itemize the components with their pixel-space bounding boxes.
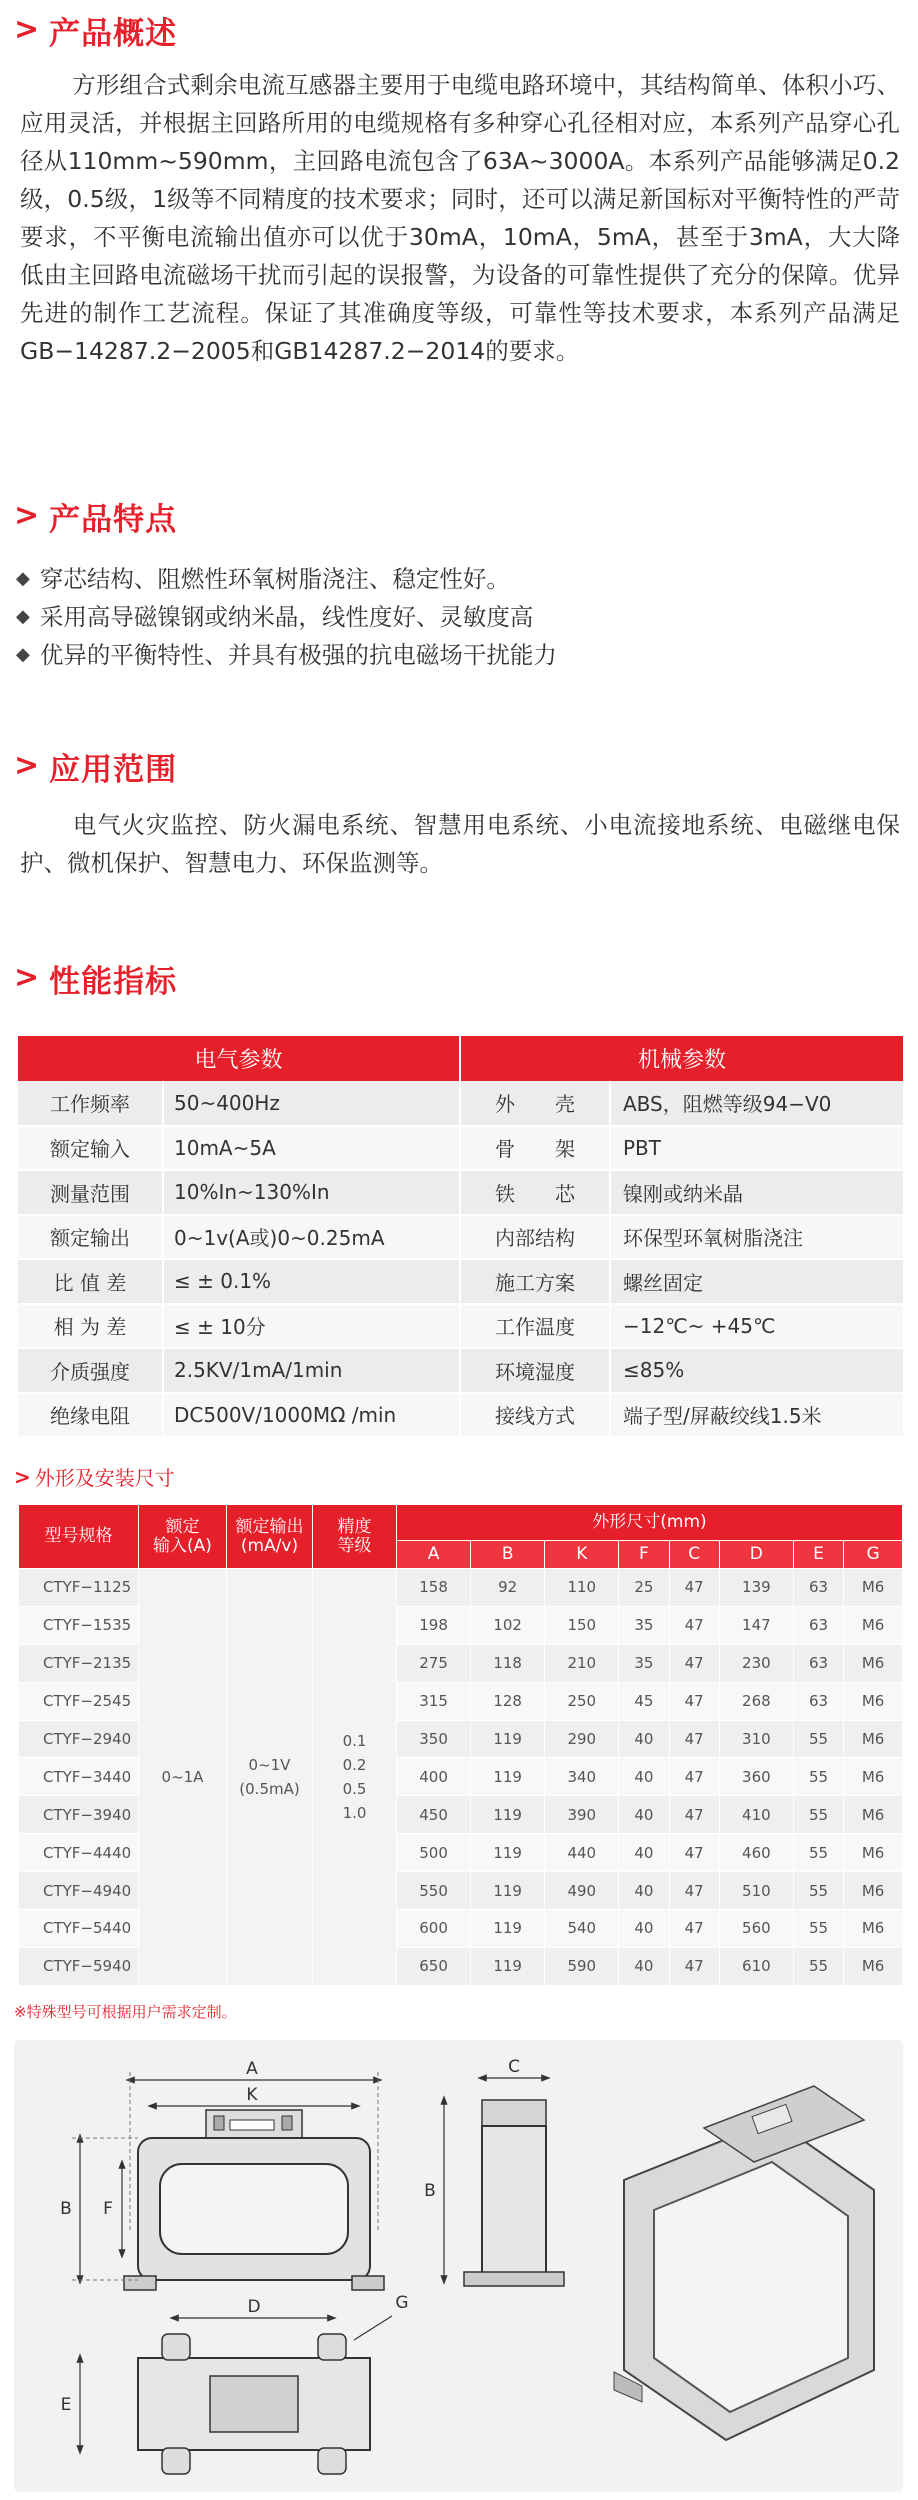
dim-cell: 25 [619,1569,669,1607]
list-item: ◆ 采用高导磁镍钢或纳米晶，线性度好、灵敏度高 [16,598,557,636]
dim-label-F: F [103,2199,113,2219]
dim-cell: 47 [669,1834,719,1872]
dim-cell: 55 [793,1872,843,1910]
dim-cell: 40 [619,1910,669,1948]
dimensions-subtitle: > 外形及安装尺寸 [14,1464,175,1490]
param-name: 额定输入 [18,1126,163,1171]
dimension-drawing-svg [14,2040,903,2492]
dim-cell: 35 [619,1644,669,1682]
dim-cell: 55 [793,1720,843,1758]
dim-cell: M6 [844,1796,903,1834]
model-cell: CTYF−5940 [19,1947,139,1985]
dim-cell: 40 [619,1796,669,1834]
diamond-bullet-icon: ◆ [16,644,30,665]
dim-cell: 510 [719,1872,793,1910]
dim-cell: 268 [719,1682,793,1720]
list-item: ◆ 优异的平衡特性、并具有极强的抗电磁场干扰能力 [16,636,557,674]
dim-cell: 315 [397,1682,471,1720]
param-value: ≤85% [610,1348,903,1393]
param-name: 工作温度 [460,1304,610,1349]
dim-cell: 158 [397,1569,471,1607]
param-name: 内部结构 [460,1215,610,1260]
param-value: 环保型环氧树脂浇注 [610,1215,903,1260]
rated-input-cell: 0~1A [139,1569,227,1986]
dim-cell: 119 [471,1720,545,1758]
dim-cell: 119 [471,1796,545,1834]
dim-cell: 47 [669,1796,719,1834]
dim-cell: 147 [719,1606,793,1644]
dim-cell: 119 [471,1947,545,1985]
dim-cell: 40 [619,1720,669,1758]
param-value: PBT [610,1126,903,1171]
dim-cell: 590 [545,1947,619,1985]
dim-cell: 92 [471,1569,545,1607]
param-name: 介质强度 [18,1348,163,1393]
dim-cell: 460 [719,1834,793,1872]
chevron-right-icon: > [14,1464,31,1489]
chevron-right-icon: > [14,748,40,783]
dim-cell: 110 [545,1569,619,1607]
dim-cell: 55 [793,1834,843,1872]
dim-cell: 410 [719,1796,793,1834]
table-row [18,1215,903,1260]
isometric-view [614,2086,874,2440]
dim-col-header: D [719,1541,793,1569]
section-application-title: > 应用范围 [14,748,178,788]
table-row [18,1393,903,1438]
dim-cell: 198 [397,1606,471,1644]
dim-cell: 560 [719,1910,793,1948]
electrical-params-header: 电气参数 [18,1036,460,1081]
param-name: 外 壳 [460,1081,610,1126]
table-row [18,1259,903,1304]
dim-cell: M6 [844,1872,903,1910]
param-value: ≤ ± 0.1% [163,1259,460,1304]
dim-cell: 47 [669,1644,719,1682]
dim-cell: 250 [545,1682,619,1720]
param-value: 镍刚或纳米晶 [610,1170,903,1215]
dim-col-header: A [397,1541,471,1569]
dim-cell: M6 [844,1644,903,1682]
dim-cell: 40 [619,1947,669,1985]
bottom-view [61,2293,409,2474]
dim-cell: 47 [669,1872,719,1910]
param-name: 额定输出 [18,1215,163,1260]
dim-cell: 55 [793,1758,843,1796]
dim-cell: 47 [669,1606,719,1644]
param-name: 测量范围 [18,1170,163,1215]
dim-label-B-side: B [424,2181,436,2201]
front-view [60,2059,384,2290]
dim-label-E: E [60,2395,72,2415]
dim-col-header: K [545,1541,619,1569]
dim-cell: 40 [619,1834,669,1872]
application-paragraph: 电气火灾监控、防火漏电系统、智慧用电系统、小电流接地系统、电磁继电保护、微机保护、智慧电力、环保监测等。 [20,811,900,877]
param-value: 50~400Hz [163,1081,460,1126]
dim-cell: 63 [793,1682,843,1720]
mechanical-params-header: 机械参数 [460,1036,903,1081]
model-cell: CTYF−2940 [19,1720,139,1758]
dim-cell: M6 [844,1606,903,1644]
model-cell: CTYF−2545 [19,1682,139,1720]
section-performance-title: > 性能指标 [14,960,178,1000]
performance-table [18,1036,903,1438]
dim-cell: 600 [397,1910,471,1948]
dimensions-table [18,1504,903,1986]
dim-cell: 610 [719,1947,793,1985]
dim-label-A: A [246,2059,258,2079]
dim-label-D: D [247,2297,261,2317]
overview-paragraph: 方形组合式剩余电流互感器主要用于电缆电路环境中，其结构简单、体积小巧、应用灵活，并根据主回路所用的电缆规格有多种穿心孔径相对应，本系列产品穿心孔径从110mm~590mm，主回路电流包含了63A~3000A。本系列产品能够满足0.2级，0.5级，1级等不同精度的技术要求；同时，还可以满足新国标对平衡特性的严苛要求，不平衡电流输出值亦可以优于30mA，10mA，5mA，甚至于3mA，大大降低由主回路电流磁场干扰而引起的误报警，为设备的可靠性提供了充分的保障。优异先进的制作工艺流程。保证了其准确度等级，可靠性等技术要求，本系列产品满足GB−14287.2−2005和GB14287.2−2014的要求。 [20,71,900,365]
dim-cell: 150 [545,1606,619,1644]
param-name: 接线方式 [460,1393,610,1438]
param-value: 2.5KV/1mA/1min [163,1348,460,1393]
dim-cell: 340 [545,1758,619,1796]
dim-cell: 230 [719,1644,793,1682]
dim-cell: 119 [471,1872,545,1910]
param-value: −12℃~ +45℃ [610,1304,903,1349]
accuracy-value: 0.2 [342,1755,367,1774]
param-name: 绝缘电阻 [18,1393,163,1438]
dim-cell: 119 [471,1758,545,1796]
model-cell: CTYF−5440 [19,1910,139,1948]
param-value: 0~1v(A或)0~0.25mA [163,1215,460,1260]
dim-cell: 290 [545,1720,619,1758]
dim-cell: M6 [844,1910,903,1948]
dim-cell: M6 [844,1834,903,1872]
model-cell: CTYF−1535 [19,1606,139,1644]
param-name: 环境湿度 [460,1348,610,1393]
table-row [18,1081,903,1126]
dim-label-G: G [395,2293,409,2313]
dim-cell: 47 [669,1947,719,1985]
dim-cell: M6 [844,1758,903,1796]
section-features-title: > 产品特点 [14,498,178,538]
param-value: DC500V/1000MΩ /min [163,1393,460,1438]
dim-cell: 63 [793,1644,843,1682]
dim-cell: 63 [793,1569,843,1607]
dim-cell: 119 [471,1910,545,1948]
param-value: ABS，阻燃等级94−V0 [610,1081,903,1126]
param-value: 端子型/屏蔽绞线1.5米 [610,1393,903,1438]
dim-cell: 310 [719,1720,793,1758]
model-cell: CTYF−3440 [19,1758,139,1796]
chevron-right-icon: > [14,12,40,47]
table-row [18,1348,903,1393]
rated-output-header: 额定输出 (mA/v) [227,1505,313,1569]
dim-col-header: B [471,1541,545,1569]
dim-cell: 210 [545,1644,619,1682]
param-value: 螺丝固定 [610,1259,903,1304]
dim-cell: 102 [471,1606,545,1644]
dim-cell: 275 [397,1644,471,1682]
param-value: 10mA~5A [163,1126,460,1171]
dim-cell: 490 [545,1872,619,1910]
dim-cell: 55 [793,1910,843,1948]
dim-cell: 45 [619,1682,669,1720]
accuracy-header: 精度 等级 [313,1505,397,1569]
section-overview-title: > 产品概述 [14,12,178,52]
diamond-bullet-icon: ◆ [16,568,30,589]
dim-cell: 350 [397,1720,471,1758]
dimension-drawing [14,2040,903,2492]
dim-cell: 55 [793,1947,843,1985]
model-cell: CTYF−3940 [19,1796,139,1834]
dim-col-header: F [619,1541,669,1569]
rated-output-line: 0~1V [248,1755,291,1774]
param-name: 铁 芯 [460,1170,610,1215]
dim-cell: M6 [844,1682,903,1720]
dim-label-B: B [60,2199,72,2219]
dim-cell: 550 [397,1872,471,1910]
model-cell: CTYF−2135 [19,1644,139,1682]
dim-col-header: E [793,1541,843,1569]
dimensions-header: 外形尺寸(mm) [397,1505,903,1541]
chevron-right-icon: > [14,498,40,533]
dim-cell: 450 [397,1796,471,1834]
dim-cell: 139 [719,1569,793,1607]
side-view [424,2057,564,2286]
dim-cell: 400 [397,1758,471,1796]
accuracy-value: 0.5 [342,1779,367,1798]
dim-cell: 40 [619,1872,669,1910]
chevron-right-icon: > [14,960,40,995]
dim-cell: 40 [619,1758,669,1796]
dim-cell: 47 [669,1682,719,1720]
dim-col-header: G [844,1541,903,1569]
diamond-bullet-icon: ◆ [16,606,30,627]
dim-cell: 119 [471,1834,545,1872]
list-item: ◆ 穿芯结构、阻燃性环氧树脂浇注、稳定性好。 [16,560,557,598]
param-name: 骨 架 [460,1126,610,1171]
accuracy-value: 0.1 [342,1731,367,1750]
table-row [18,1170,903,1215]
dim-cell: 360 [719,1758,793,1796]
dim-col-header: C [669,1541,719,1569]
table-row [18,1126,903,1171]
table-row [19,1569,903,1607]
custom-note: ※特殊型号可根据用户需求定制。 [14,2003,237,2021]
dim-cell: 390 [545,1796,619,1834]
accuracy-value: 1.0 [342,1803,367,1822]
dim-cell: 63 [793,1606,843,1644]
dim-label-C: C [508,2057,520,2077]
rated-output-cell [227,1569,313,1986]
dim-cell: 47 [669,1758,719,1796]
dim-cell: 35 [619,1606,669,1644]
dim-cell: 118 [471,1644,545,1682]
dim-cell: 47 [669,1720,719,1758]
param-name: 比 值 差 [18,1259,163,1304]
param-name: 工作频率 [18,1081,163,1126]
model-cell: CTYF−4440 [19,1834,139,1872]
accuracy-cell [313,1569,397,1986]
dim-cell: 540 [545,1910,619,1948]
dim-cell: 500 [397,1834,471,1872]
dim-cell: M6 [844,1569,903,1607]
param-value: 10%In~130%In [163,1170,460,1215]
param-value: ≤ ± 10分 [163,1304,460,1349]
dim-cell: M6 [844,1947,903,1985]
dim-cell: M6 [844,1720,903,1758]
rated-input-header: 额定 输入(A) [139,1505,227,1569]
model-header: 型号规格 [19,1505,139,1569]
model-cell: CTYF−4940 [19,1872,139,1910]
param-name: 施工方案 [460,1259,610,1304]
dim-cell: 47 [669,1910,719,1948]
dim-cell: 47 [669,1569,719,1607]
rated-output-line: (0.5mA) [239,1779,300,1798]
features-list [16,560,557,674]
table-row [18,1304,903,1349]
dim-cell: 55 [793,1796,843,1834]
dim-cell: 128 [471,1682,545,1720]
dim-label-K: K [246,2085,258,2105]
dim-cell: 440 [545,1834,619,1872]
param-name: 相 为 差 [18,1304,163,1349]
dim-cell: 650 [397,1947,471,1985]
model-cell: CTYF−1125 [19,1569,139,1607]
